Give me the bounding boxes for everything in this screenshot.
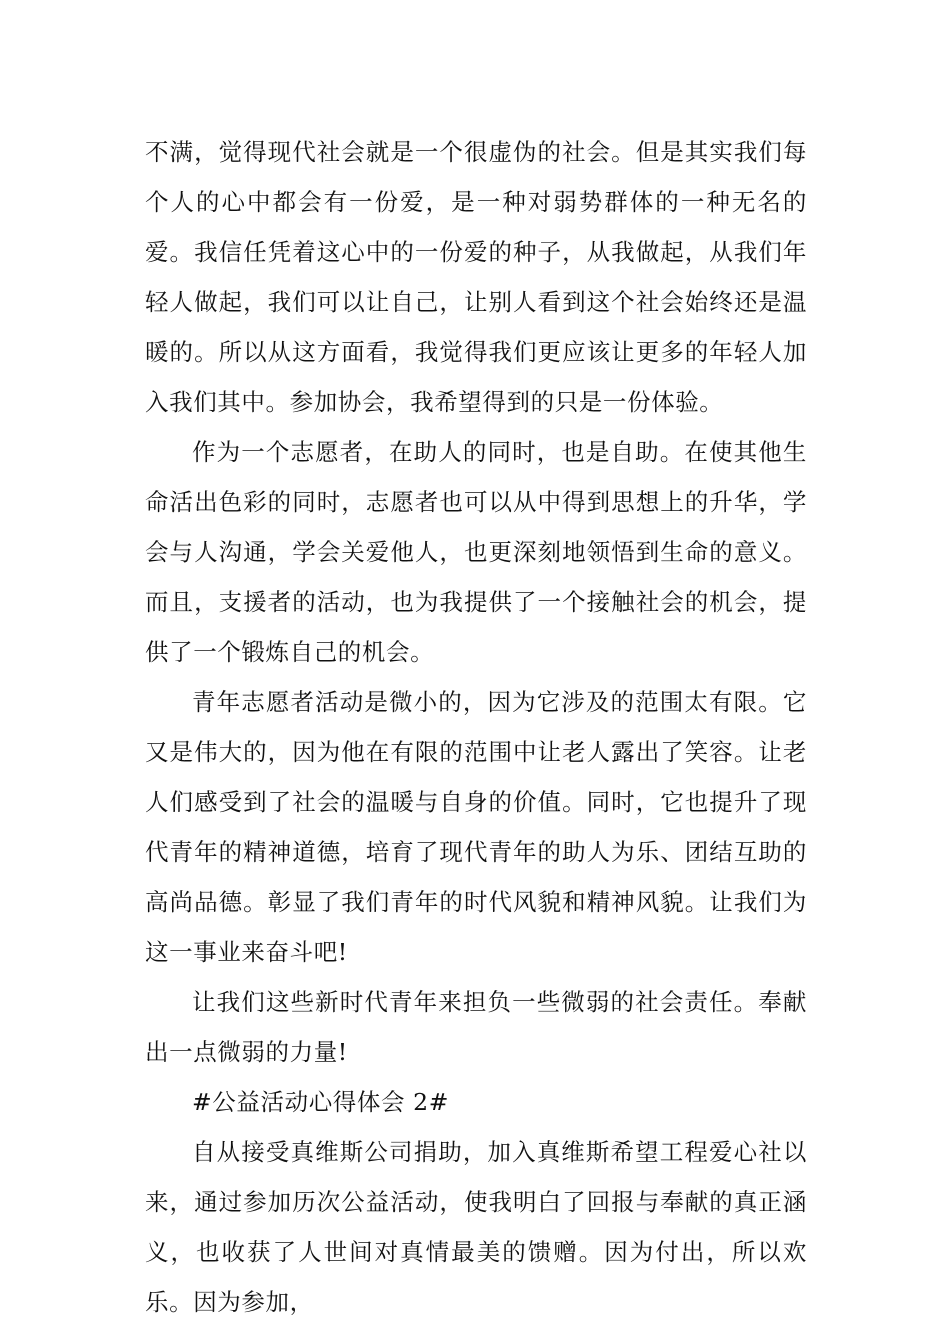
- paragraph-social-responsibility: 让我们这些新时代青年来担负一些微弱的社会责任。奉献出一点微弱的力量!: [145, 988, 807, 1066]
- section-heading: #公益活动心得体会 2#: [192, 1088, 450, 1116]
- paragraph-volunteer-self-help: 作为一个志愿者，在助人的同时，也是自助。在使其他生命活出色彩的同时，志愿者也可以从中得到思想上的升华，学会与人沟通，学会关爱他人，也更深刻地领悟到生命的意义。而且，支援者的活动，也为我提供了一个接触社会的机会，提供了一个锻炼自己的机会。: [145, 438, 807, 666]
- paragraph-continuation: 不满，觉得现代社会就是一个很虚伪的社会。但是其实我们每个人的心中都会有一份爱，是一种对弱势群体的一种无名的爱。我信任凭着这心中的一份爱的种子，从我做起，从我们年轻人做起，我们可以让自己，让别人看到这个社会始终还是温暖的。所以从这方面看，我觉得我们更应该让更多的年轻人加入我们其中。参加协会，我希望得到的只是一份体验。: [145, 138, 807, 416]
- paragraph-jeanswest-charity: 自从接受真维斯公司捐助，加入真维斯希望工程爱心社以来，通过参加历次公益活动，使我明白了回报与奉献的真正涵义，也收获了人世间对真情最美的馈赠。因为付出，所以欢乐。因为参加，: [145, 1138, 807, 1316]
- document-body: [145, 127, 807, 1327]
- paragraph-youth-volunteer-activity: 青年志愿者活动是微小的，因为它涉及的范围太有限。它又是伟大的，因为他在有限的范围中让老人露出了笑容。让老人们感受到了社会的温暖与自身的价值。同时，它也提升了现代青年的精神道德，培育了现代青年的助人为乐、团结互助的高尚品德。彰显了我们青年的时代风貌和精神风貌。让我们为这一事业来奋斗吧!: [145, 688, 807, 966]
